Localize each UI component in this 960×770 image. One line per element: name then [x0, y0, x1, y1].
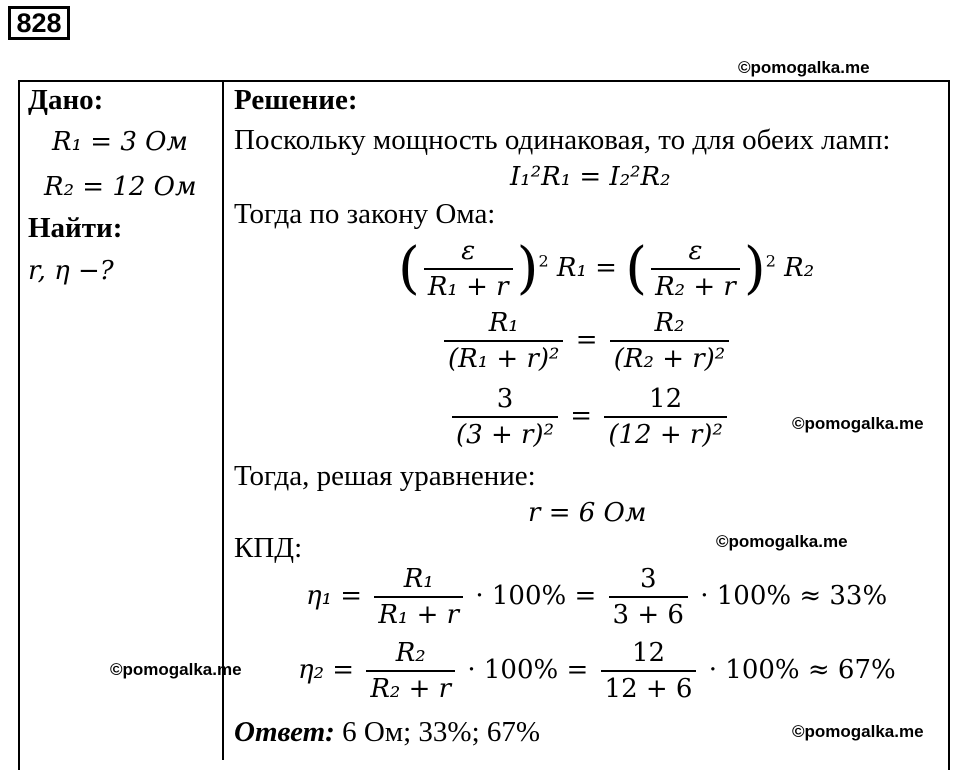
eta1-num: R₁ [403, 564, 434, 594]
watermark: ©pomogalka.me [792, 414, 924, 433]
eta2-num: R₂ [395, 638, 426, 668]
denominator-r2pr: R₂ + r [651, 268, 740, 302]
answer-label: Ответ: [234, 716, 335, 748]
equation-numeric: $\frac{3}{\text{(3 + r)²}}$ = $\frac{12}{\text{(12 + r)²}}$ [448, 384, 731, 450]
eta2-label: η₂ = [298, 655, 355, 685]
eta1-label: η₁ = [306, 581, 363, 611]
ratio-num-2: R₂ [654, 308, 685, 338]
problem-number: 828 [8, 6, 70, 40]
eta1-num-2: 3 [639, 564, 657, 594]
eta2-den-2: 12 + 6 [601, 670, 697, 704]
eta1-den: R₁ + r [374, 596, 463, 630]
equation-power: I₁²R₁ = I₂²R₂ [510, 162, 671, 192]
answer-value: 6 Ом; 33%; 67% [342, 716, 541, 748]
denominator-r1pr: R₁ + r [424, 268, 513, 302]
eta2-times: · 100% = [467, 655, 589, 685]
solution-line-3: Тогда, решая уравнение: [234, 460, 536, 492]
equation-ratio: $\frac{\text{R₁}}{\text{(R₁ + r)²}}$ = $\frac{\text{R₂}}{\text{(R₂ + r)²}}$ [440, 308, 733, 374]
table-divider [222, 80, 224, 760]
watermark: ©pomogalka.me [110, 660, 242, 679]
eps-1: ε [461, 236, 476, 266]
watermark: ©pomogalka.me [716, 532, 848, 551]
equation-ohm: ( $\frac{\varepsilon}{\text{R₁ + r}}$ )$^2$ R₁ = ( $\frac{\varepsilon}{\text{R₂ + r}}$ )$^2$ R₂ [398, 236, 815, 302]
eta2-result: · 100% ≈ 67% [708, 655, 896, 685]
eps-2: ε [688, 236, 703, 266]
solution-line-2: Тогда по закону Ома: [234, 198, 496, 230]
watermark: ©pomogalka.me [792, 722, 924, 741]
ratio-num-1: R₁ [488, 308, 519, 338]
eta1-result: · 100% ≈ 33% [700, 581, 888, 611]
numeric-den-1: (3 + r)² [452, 416, 558, 450]
ratio-den-2: (R₂ + r)² [610, 340, 729, 374]
eta2-den: R₂ + r [366, 670, 455, 704]
solution-title: Решение: [234, 84, 358, 116]
numeric-num-2: 12 [649, 384, 683, 414]
eta2-num-2: 12 [631, 638, 666, 668]
given-title: Дано: [28, 84, 104, 116]
ohm-r1: R₁ [556, 253, 587, 283]
answer-line [234, 716, 540, 749]
watermark: ©pomogalka.me [738, 58, 870, 77]
numeric-den-2: (12 + r)² [604, 416, 727, 450]
kpd-label: КПД: [234, 532, 303, 564]
eta1-den-2: 3 + 6 [609, 596, 688, 630]
solution-line-1: Поскольку мощность одинаковая, то для обеих ламп: [234, 124, 891, 156]
eta1-times: · 100% = [475, 581, 597, 611]
equation-r-result: r = 6 Ом [528, 498, 647, 528]
given-r1: R₁ = 3 Ом [52, 127, 188, 157]
equation-eta-1 [306, 564, 887, 630]
given-r2: R₂ = 12 Ом [44, 172, 197, 202]
ratio-den-1: (R₁ + r)² [444, 340, 563, 374]
ohm-r2: R₂ [784, 253, 815, 283]
equation-eta-2 [298, 638, 896, 704]
find-value: r, η −? [28, 256, 114, 286]
find-title: Найти: [28, 212, 123, 244]
numeric-num-1: 3 [496, 384, 514, 414]
